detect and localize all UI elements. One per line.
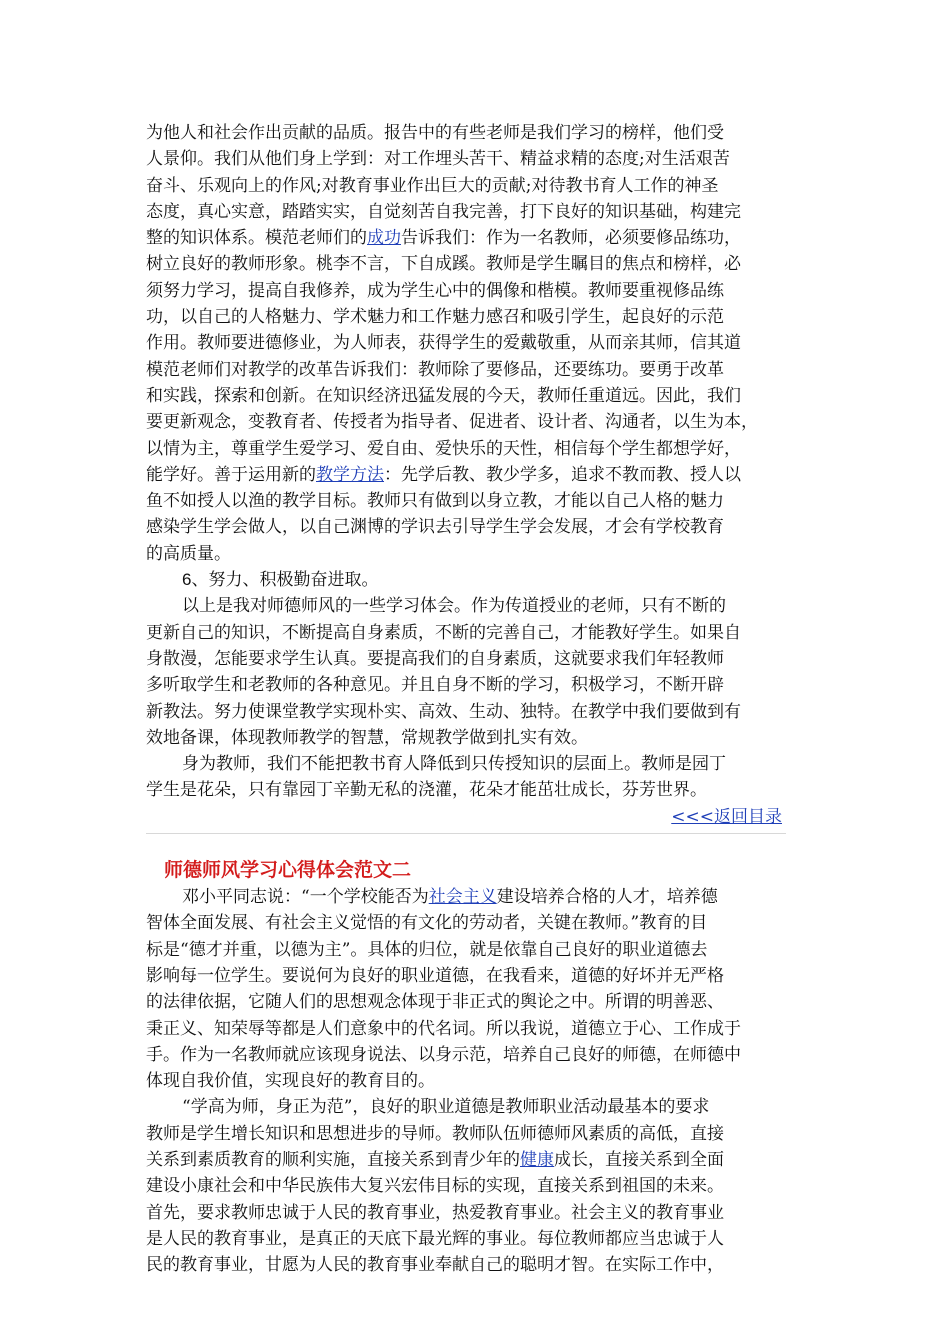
text-line: 效地备课，体现教师教学的智慧，常规教学做到扎实有效。 — [146, 727, 588, 748]
text-line: 教师是学生增长知识和思想进步的导师。教师队伍师德师风素质的高低，直接 — [146, 1123, 724, 1144]
text-line: 是人民的教育事业，是真正的天底下最光辉的事业。每位教师都应当忠诚于人 — [146, 1228, 724, 1249]
point-number: 6 — [182, 570, 192, 590]
text-line: 影响每一位学生。要说何为良好的职业道德，在我看来，道德的好坏并无严格 — [146, 965, 724, 986]
text-line: 新教法。努力使课堂教学实现朴实、高效、生动、独特。在教学中我们要做到有 — [146, 701, 741, 722]
text-line: “学高为师，身正为范”，良好的职业道德是教师职业活动最基本的要求 — [182, 1097, 710, 1118]
text-line: 作用。教师要进德修业，为人师表，获得学生的爱戴敬重，从而亲其师，信其道 — [146, 333, 741, 354]
text-line: 模范老师们对教学的改革告诉我们：教师除了要修品，还要练功。要勇于改革 — [146, 359, 724, 380]
text-line — [146, 1147, 786, 1173]
back-to-toc-link[interactable]: <<<返回目录 — [671, 806, 782, 827]
text-line: 首先，要求教师忠诚于人民的教育事业，热爱教育事业。社会主义的教育事业 — [146, 1202, 724, 1223]
text-line: 树立良好的教师形象。桃李不言，下自成蹊。教师是学生瞩目的焦点和榜样，必 — [146, 254, 741, 275]
text-line: 体现自我价值，实现良好的教育目的。 — [146, 1071, 435, 1092]
section-1 — [146, 120, 786, 830]
point-6 — [146, 567, 786, 593]
text-line: 的法律依据，它随人们的思想观念体现于非正式的舆论之中。所谓的明善恶、 — [146, 992, 724, 1013]
health-link[interactable]: 健康 — [520, 1149, 554, 1170]
text-span: 建设培养合格的人才，培养德 — [496, 887, 718, 908]
text-span: 关系到素质教育的顺利实施，直接关系到青少年的 — [146, 1149, 520, 1170]
text-line: 为他人和社会作出贡献的品质。报告中的有些老师是我们学习的榜样，他们受 — [146, 123, 724, 143]
section-divider — [146, 833, 786, 834]
text-line: 建设小康社会和中华民族伟大复兴宏伟目标的实现，直接关系到祖国的未来。 — [146, 1176, 724, 1197]
text-line: 功，以自己的人格魅力、学术魅力和工作魅力感召和吸引学生，起良好的示范 — [146, 307, 724, 328]
text-span: 整的知识体系。模范老师们的 — [146, 228, 367, 249]
text-span: 告诉我们：作为一名教师，必须要修品练功， — [401, 228, 741, 249]
text-line: 态度，真心实意，踏踏实实，自觉刻苦自我完善，打下良好的知识基础，构建完 — [146, 201, 741, 222]
text-line — [146, 225, 786, 251]
point-text: 、努力、积极勤奋进取。 — [191, 570, 379, 591]
text-line: 鱼不如授人以渔的教学目标。教师只有做到以身立教，才能以自己人格的魅力 — [146, 491, 724, 512]
text-line — [146, 462, 786, 488]
text-line: 标是“德才并重，以德为主”。具体的归位，就是依靠自己良好的职业道德去 — [146, 939, 708, 960]
text-line: 民的教育事业，甘愿为人民的教育事业奉献自己的聪明才智。在实际工作中， — [146, 1255, 724, 1276]
text-line: 奋斗、乐观向上的作风;对教育事业作出巨大的贡献;对待教书育人工作的神圣 — [146, 175, 719, 196]
text-line: 智体全面发展、有社会主义觉悟的有文化的劳动者，关键在教师。”教育的目 — [146, 913, 708, 934]
text-line: 人景仰。我们从他们身上学到：对工作埋头苦干、精益求精的态度;对生活艰苦 — [146, 149, 730, 170]
teaching-method-link[interactable]: 教学方法 — [316, 464, 384, 485]
text-span: 成长，直接关系到全面 — [554, 1149, 724, 1170]
text-line: 须努力学习，提高自我修养，成为学生心中的偶像和楷模。教师要重视修品练 — [146, 280, 724, 301]
text-line: 学生是花朵，只有靠园丁辛勤无私的浇灌，花朵才能茁壮成长，芬芳世界。 — [146, 780, 707, 801]
text-line: 和实践，探索和创新。在知识经济迅猛发展的今天，教师任重道远。因此，我们 — [146, 385, 741, 406]
text-line — [146, 884, 786, 910]
text-line: 以上是我对师德师风的一些学习体会。作为传道授业的老师，只有不断的 — [182, 596, 726, 617]
text-span: ：先学后教、教少学多，追求不教而教、授人以 — [384, 464, 741, 485]
section-heading: 师德师风学习心得体会范文二 — [164, 859, 412, 882]
text-line: 的高质量。 — [146, 543, 231, 564]
text-line: 感染学生学会做人，以自己渊博的学识去引导学生学会发展，才会有学校教育 — [146, 517, 724, 538]
text-line: 手。作为一名教师就应该现身说法、以身示范，培养自己良好的师德，在师德中 — [146, 1044, 741, 1065]
text-line: 秉正义、知荣辱等都是人们意象中的代名词。所以我说，道德立于心、工作成于 — [146, 1018, 741, 1039]
back-to-toc-row — [146, 804, 786, 830]
text-line: 更新自己的知识，不断提高自身素质，不断的完善自己，才能教好学生。如果自 — [146, 622, 741, 643]
document-page — [146, 120, 786, 1278]
text-line: 身为教师，我们不能把教书育人降低到只传授知识的层面上。教师是园丁 — [182, 754, 726, 775]
text-span: 能学好。善于运用新的 — [146, 464, 316, 485]
text-line: 多听取学生和老教师的各种意见。并且自身不断的学习，积极学习，不断开辟 — [146, 675, 724, 696]
text-line: 要更新观念，变教育者、传授者为指导者、促进者、设计者、沟通者，以生为本， — [146, 412, 758, 433]
text-span: 邓小平同志说：“一个学校能否为 — [182, 887, 429, 908]
success-link[interactable]: 成功 — [367, 228, 401, 249]
text-line: 以情为主，尊重学生爱学习、爱自由、爱快乐的天性，相信每个学生都想学好， — [146, 438, 741, 459]
section-2 — [146, 856, 786, 1278]
socialism-link[interactable]: 社会主义 — [428, 887, 497, 908]
text-line: 身散漫，怎能要求学生认真。要提高我们的自身素质，这就要求我们年轻教师 — [146, 648, 724, 669]
